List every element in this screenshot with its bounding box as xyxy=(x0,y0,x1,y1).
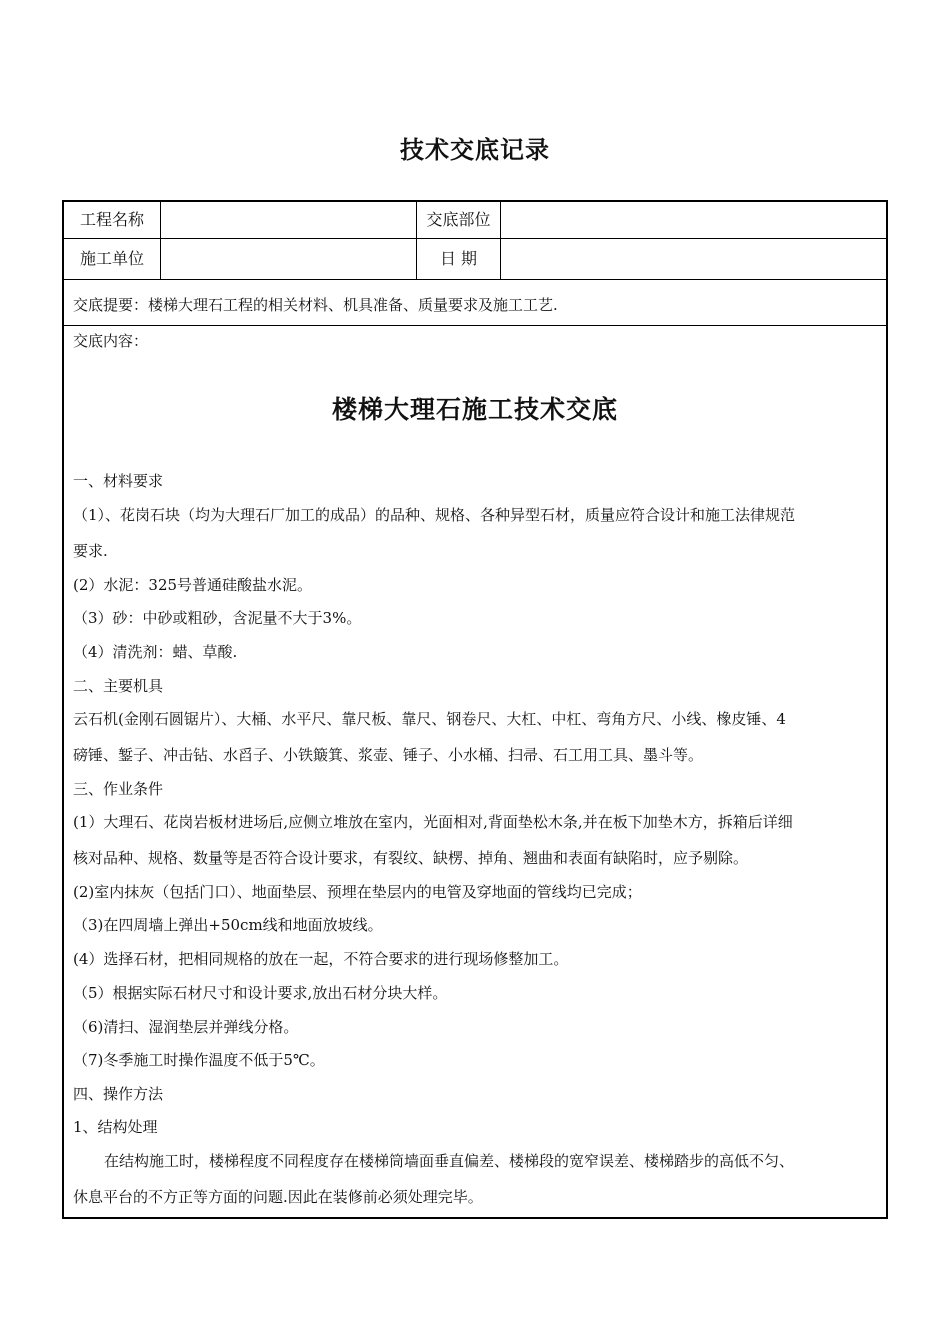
content-line: (2）水泥：325号普通硅酸盐水泥。 xyxy=(73,576,313,594)
content-line: 磅锤、錾子、冲击钻、水舀子、小铁簸箕、浆壶、锤子、小水桶、扫帚、石工用工具、墨斗等。 xyxy=(73,746,704,764)
table-row-divider xyxy=(64,279,886,280)
content-line: （7)冬季施工时操作温度不低于5℃。 xyxy=(73,1051,325,1069)
content-title: 楼梯大理石施工技术交底 xyxy=(331,395,618,424)
section-heading-methods: 四、操作方法 xyxy=(73,1085,164,1103)
section-heading-tools: 二、主要机具 xyxy=(73,677,164,695)
content-line: （1）、花岗石块（均为大理石厂加工的成品）的品种、规格、各种异型石材，质量应符合设计和施工法律规范 xyxy=(73,506,796,524)
disclosure-summary: 交底提要：楼梯大理石工程的相关材料、机具准备、质量要求及施工工艺. xyxy=(73,296,558,314)
content-line: (4）选择石材，把相同规格的放在一起，不符合要求的进行现场修整加工。 xyxy=(73,950,569,968)
disclosure-part-label: 交底部位 xyxy=(426,210,491,229)
document-title: 技术交底记录 xyxy=(400,135,550,164)
content-line: （5）根据实际石材尺寸和设计要求,放出石材分块大样。 xyxy=(73,984,448,1002)
content-line: （3)在四周墙上弹出+50cm线和地面放坡线。 xyxy=(73,916,383,934)
date-label: 日 期 xyxy=(439,249,478,268)
content-line: (2)室内抹灰（包括门口）、地面垫层、预埋在垫层内的电管及穿地面的管线均已完成； xyxy=(73,883,642,901)
content-line: （3）砂：中砂或粗砂，含泥量不大于3%。 xyxy=(73,609,362,627)
disclosure-record-table xyxy=(62,200,888,1219)
section-heading-conditions: 三、作业条件 xyxy=(73,780,164,798)
content-label: 交底内容： xyxy=(73,332,149,350)
project-name-label: 工程名称 xyxy=(79,210,144,229)
content-line: 要求. xyxy=(73,542,108,560)
table-column-divider xyxy=(500,202,501,279)
content-line: (1）大理石、花岗岩板材进场后,应侧立堆放在室内，光面相对,背面垫松木条,并在板下加垫木方，拆箱后详细 xyxy=(73,813,793,831)
content-line: 核对品种、规格、数量等是否符合设计要求，有裂纹、缺楞、掉角、翘曲和表面有缺陷时，应予剔除。 xyxy=(73,849,749,867)
content-line: 休息平台的不方正等方面的问题.因此在装修前必须处理完毕。 xyxy=(73,1188,483,1206)
subsection-heading-structure: 1、结构处理 xyxy=(73,1118,158,1136)
table-column-divider xyxy=(160,202,161,279)
content-line: 在结构施工时，楼梯程度不同程度存在楼梯筒墙面垂直偏差、楼梯段的宽窄误差、楼梯踏步的高低不匀、 xyxy=(104,1152,795,1170)
table-row-divider xyxy=(64,238,886,239)
content-line: （6)清扫、湿润垫层并弹线分格。 xyxy=(73,1018,299,1036)
content-line: 云石机(金刚石圆锯片）、大桶、水平尺、靠尺板、靠尺、钢卷尺、大杠、中杠、弯角方尺、小线、橡皮锤、4 xyxy=(73,710,786,728)
construction-unit-label: 施工单位 xyxy=(79,249,144,268)
section-heading-materials: 一、材料要求 xyxy=(73,472,164,490)
content-line: （4）清洗剂：蜡、草酸. xyxy=(73,643,238,661)
table-row-divider xyxy=(64,325,886,326)
